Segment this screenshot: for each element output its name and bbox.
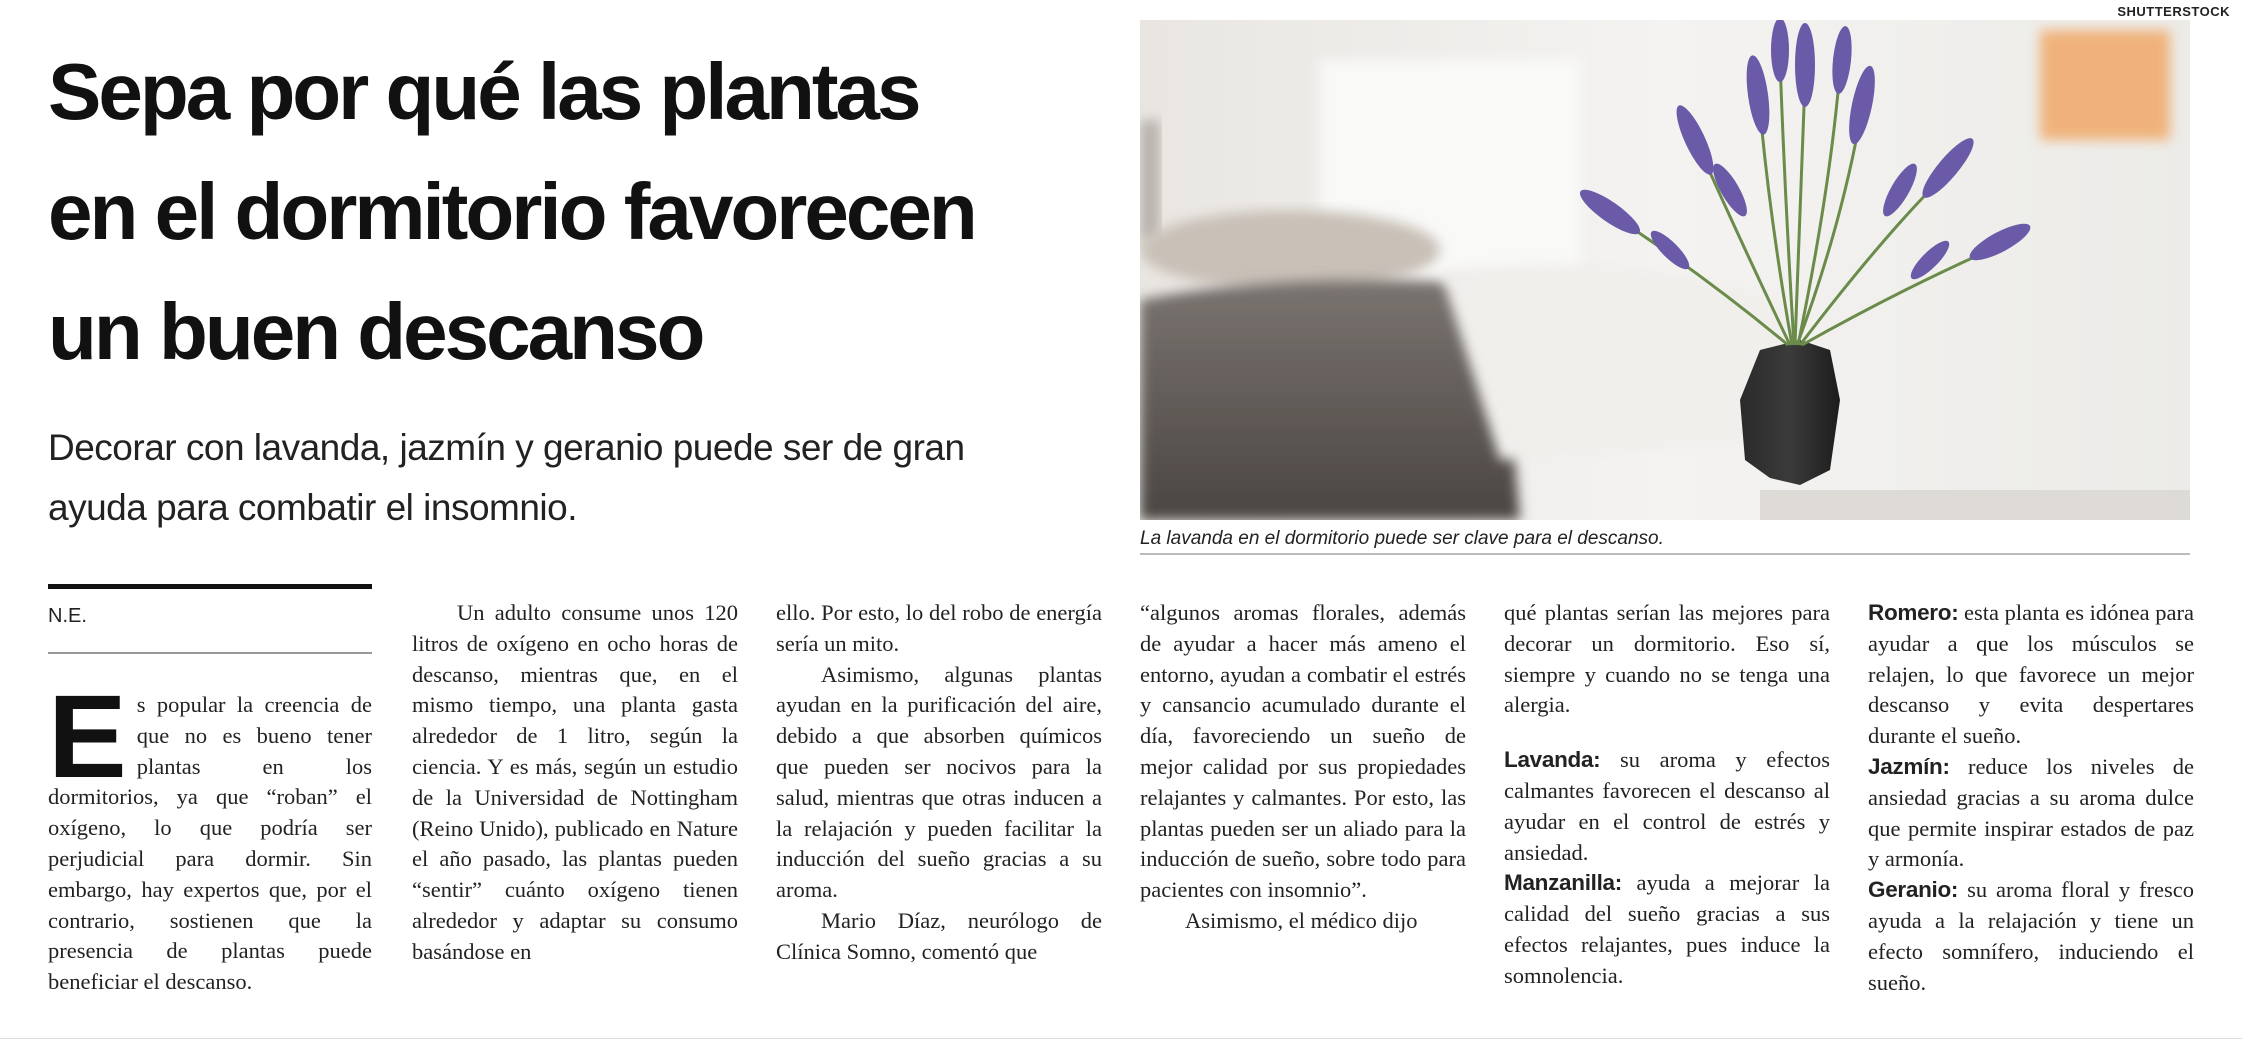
body-column-1	[48, 671, 372, 998]
headline-line-2: en el dormitorio favorecen	[48, 167, 975, 256]
paragraph: Mario Díaz, neurólogo de Clínica Somno, comentó que	[776, 907, 1102, 964]
body-column-3	[776, 598, 1102, 968]
headline-line-1: Sepa por qué las plantas	[48, 47, 919, 136]
plant-name: Manzanilla:	[1504, 870, 1622, 896]
page-bottom-rule	[0, 1038, 2242, 1039]
caption-divider	[1140, 553, 2190, 555]
plant-description: su aroma y efectos calmantes favorecen el descanso al ayudar en el control de estrés y ansiedad.	[1504, 747, 1830, 865]
subhead	[48, 418, 1088, 538]
body-column-6	[1868, 598, 2194, 998]
paragraph: Asimismo, algunas plantas ayudan en la purificación del aire, debido a que absorben químicos que pueden ser nocivos para la salud, mientras que otras inducen a la relajación y pueden facilitar la inducción del sueño gracias a su aroma.	[776, 661, 1102, 903]
lavender-photo-illustration	[1140, 20, 2190, 520]
paragraph: s popular la creencia de que no es bueno tener plantas en los dormitorios, ya que “roban” el oxígeno, lo que podría ser perjudicial para dormir. Sin embargo, hay expertos que, por el contrario, sostienen que la presencia de plantas puede beneficiar el descanso.	[48, 692, 372, 995]
subhead-line-1: Decorar con lavanda, jazmín y geranio puede ser de gran	[48, 427, 965, 468]
plant-entry-manzanilla	[1504, 868, 1830, 991]
pillow	[1140, 210, 1440, 290]
headline	[48, 32, 1108, 392]
plant-description: ayuda a mejorar la calidad del sueño gracias a sus efectos relajantes, pues induce la somnolencia.	[1504, 870, 1830, 988]
plant-entry-lavanda	[1504, 745, 1830, 868]
paragraph: Un adulto consume unos 120 litros de oxígeno en ocho horas de descanso, mientras que, en el mismo tiempo, una planta gasta alrededor de 1 litro, según la ciencia. Y es más, según un estudio de la Universidad de Nottingham (Reino Unido), publicado en Nature el año pasado, las plantas pueden “sentir” cuánto oxígeno tienen alrededor y adaptar su consumo basándose en	[412, 600, 738, 964]
plant-name: Lavanda:	[1504, 747, 1601, 773]
photo-credit: SHUTTERSTOCK	[2117, 4, 2230, 19]
plant-name: Geranio:	[1868, 877, 1959, 903]
paragraph: ello. Por esto, lo del robo de energía sería un mito.	[776, 600, 1102, 656]
body-column-5	[1504, 598, 1830, 992]
wall-art	[2040, 30, 2170, 140]
body-column-2	[412, 598, 738, 968]
plant-description: esta planta es idónea para ayudar a que los músculos se relajen, lo que favorece un mejor descanso y evita despertares durante el sueño.	[1868, 600, 2194, 749]
byline-rule-top	[48, 584, 372, 589]
plant-entry-jazmin	[1868, 752, 2194, 875]
body-column-4	[1140, 598, 1466, 937]
drop-cap: E	[48, 671, 127, 803]
plant-name: Romero:	[1868, 600, 1959, 625]
byline: N.E.	[48, 605, 87, 627]
paragraph: Asimismo, el médico dijo	[1185, 907, 1418, 933]
paragraph: qué plantas serían las mejores para decorar un dormitorio. Eso sí, siempre y cuando no se tenga una alergia.	[1504, 600, 1830, 718]
headline-line-3: un buen descanso	[48, 287, 703, 376]
plant-description: reduce los niveles de ansiedad gracias a su aroma dulce que permite inspirar estados de paz y armonía.	[1868, 753, 2194, 872]
plant-description: su aroma floral y fresco ayuda a la relajación y tiene un efecto somnífero, induciendo el sueño.	[1868, 877, 2194, 995]
plant-name: Jazmín:	[1868, 753, 1950, 779]
lavender-photo	[1140, 20, 2190, 520]
photo-caption: La lavanda en el dormitorio puede ser clave para el descanso.	[1140, 528, 1664, 549]
byline-rule-bottom	[48, 652, 372, 654]
plant-entry-romero	[1868, 598, 2194, 752]
paragraph: “algunos aromas florales, además de ayudar a hacer más ameno el entorno, ayudan a combatir el estrés y cansancio acumulado durante el día, favoreciendo un sueño de mejor calidad por sus propiedades relajantes y calmantes. Por esto, las plantas pueden ser un aliado para la inducción de sueño, sobre todo para pacientes con insomnio”.	[1140, 600, 1466, 903]
subhead-line-2: ayuda para combatir el insomnio.	[48, 487, 578, 528]
plant-entry-geranio	[1868, 875, 2194, 998]
